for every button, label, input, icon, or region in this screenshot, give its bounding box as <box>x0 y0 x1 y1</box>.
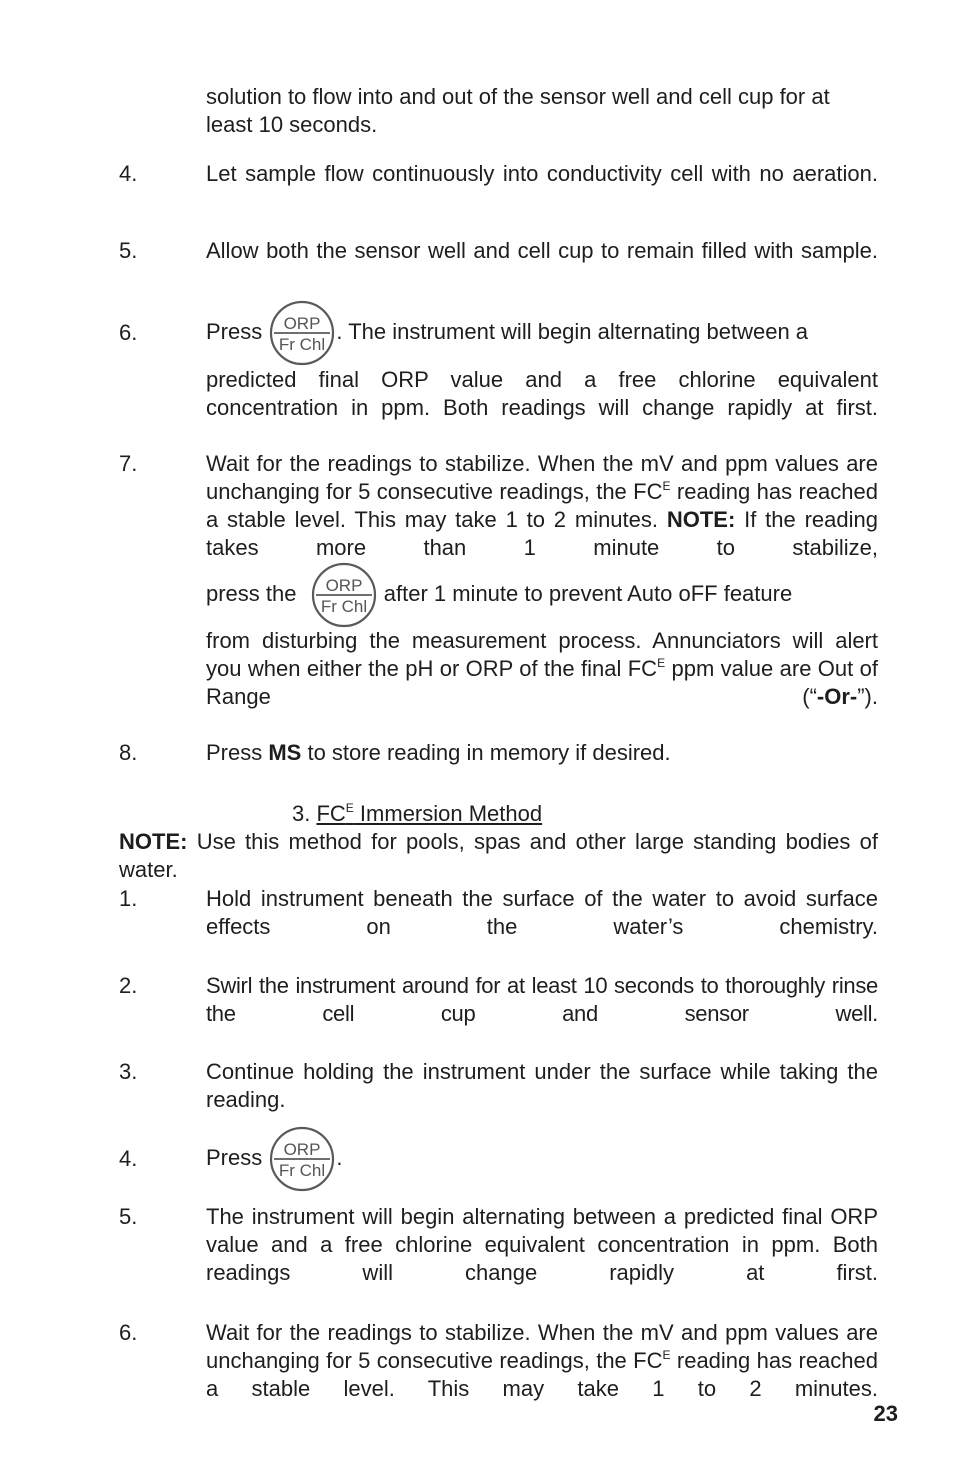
step-text: press the ORP Fr Chl after 1 minute to prevent Auto oFF feature <box>206 560 878 628</box>
step-text: The instrument will begin alternating between a predicted final ORP value and a free chlorine equivalent concentration in ppm. Both readings will change rapidly at first. <box>206 1204 878 1285</box>
orp-fr-chl-button-icon <box>269 1126 335 1192</box>
step-number: 7. <box>119 451 138 476</box>
svg-text:Fr Chl: Fr Chl <box>279 335 326 355</box>
step-text: Continue holding the instrument under the surface while taking the reading. <box>206 1059 878 1112</box>
step-number: 5. <box>119 238 138 263</box>
page-number: 23 <box>873 1401 898 1426</box>
step-text: Press MS to store reading in memory if desired. <box>206 740 671 765</box>
step-number: 8. <box>119 740 138 765</box>
svg-text:ORP: ORP <box>283 1140 321 1160</box>
step-number: 4. <box>119 161 138 186</box>
section-heading: 3. $FC^E$ Immersion Method <box>292 801 543 826</box>
step-number: 1. <box>119 886 138 911</box>
step-number: 4. <box>119 1146 138 1171</box>
svg-text:ORP: ORP <box>283 314 321 334</box>
intro-paragraph: solution to flow into and out of the sensor well and cell cup for at least 10 seconds. <box>206 84 830 137</box>
orp-fr-chl-button-icon <box>311 562 377 628</box>
svg-text:ORP: ORP <box>325 576 363 596</box>
step-number: 3. <box>119 1059 138 1084</box>
svg-text:Fr Chl: Fr Chl <box>320 597 367 617</box>
step-text: Let sample flow continuously into conductivity cell with no aeration. <box>206 161 878 186</box>
note-paragraph: NOTE: Use this method for pools, spas and other large standing bodies of water. <box>119 829 878 882</box>
step-text: Hold instrument beneath the surface of the water to avoid surface effects on the water’s chemistry. <box>206 886 878 939</box>
step-text: Swirl the instrument around for at least 10 seconds to thoroughly rinse the cell cup and sensor well. <box>206 973 878 1026</box>
step-text: from disturbing the measurement process. Annunciators will alert you when either the pH or ORP of the final $FC^E$ ppm value are Out of Range (“-Or-”). <box>206 628 878 709</box>
step-number: 5. <box>119 1204 138 1229</box>
step-text: Wait for the readings to stabilize. When the mV and ppm values are unchanging for 5 consecutive readings, the $FC^E$ reading has reached a stable level. This may take 1 to 2 minutes. NOTE: If the reading takes more than 1 minute to stabilize, <box>206 451 878 560</box>
step-text: Press ORP Fr Chl . <box>206 1124 878 1192</box>
step-text: predicted final ORP value and a free chlorine equivalent concentration in ppm. Both readings will change rapidly at first. <box>206 367 878 420</box>
svg-text:Fr Chl: Fr Chl <box>279 1161 326 1181</box>
orp-fr-chl-button-icon <box>269 300 335 366</box>
step-number: 6. <box>119 1320 138 1345</box>
step-text: Allow both the sensor well and cell cup to remain filled with sample. <box>206 238 878 263</box>
step-number: 6. <box>119 320 138 345</box>
step-text: Wait for the readings to stabilize. When the mV and ppm values are unchanging for 5 consecutive readings, the $FC^E$ reading has reached a stable level. This may take 1 to 2 minutes. <box>206 1320 878 1401</box>
step-number: 2. <box>119 973 138 998</box>
step-text: Press ORP Fr Chl . The instrument will begin alternating between a <box>206 298 878 366</box>
